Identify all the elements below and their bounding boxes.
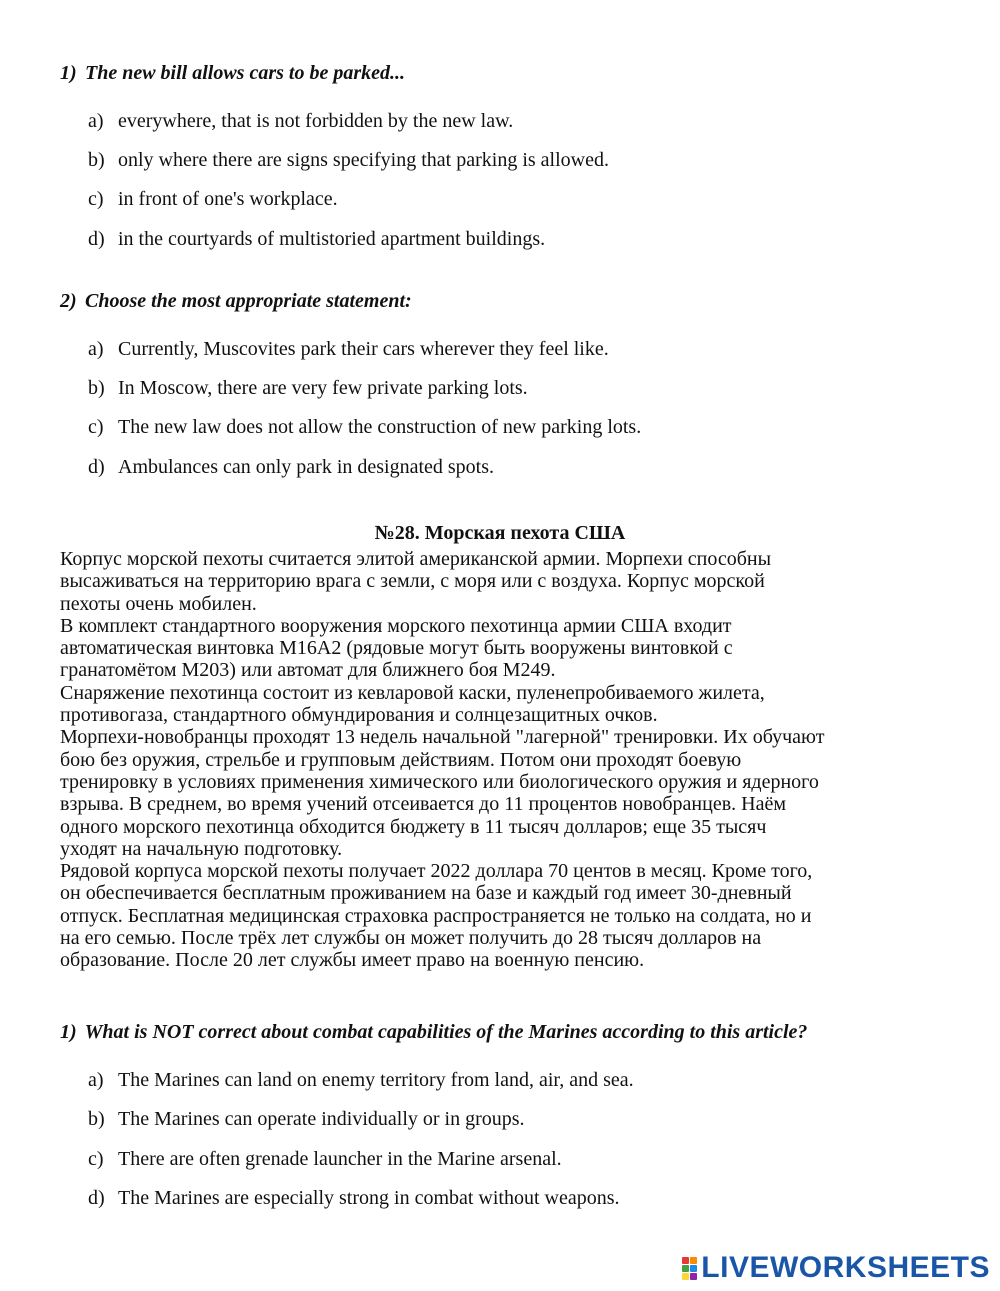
answer-option	[88, 110, 513, 133]
logo-text: LIVEWORKSHEETS	[701, 1251, 990, 1284]
option-text: everywhere, that is not forbidden by the new law.	[118, 110, 514, 132]
answer-option	[88, 377, 528, 400]
option-text: There are often grenade launcher in the Marine arsenal.	[118, 1148, 562, 1170]
option-text: In Moscow, there are very few private parking lots.	[118, 377, 528, 399]
option-letter: d)	[88, 228, 105, 250]
article-line: Рядовой корпуса морской пехоты получает 2022 доллара 70 центов в месяц. Кроме того,	[60, 860, 813, 883]
article-line: уходят на начальную подготовку.	[60, 837, 343, 860]
article-line: Снаряжение пехотинца состоит из кевларовой каски, пуленепробиваемого жилета,	[60, 681, 765, 704]
article-line: он обеспечивается бесплатным проживанием на базе и каждый год имеет 30-дневный	[60, 882, 792, 905]
article-line: бою без оружия, стрельбе и групповым действиям. Потом они проходят боевую	[60, 748, 742, 771]
liveworksheets-blocks-icon	[682, 1257, 697, 1280]
article-line: гранатомётом M203) или автомат для ближнего боя M249.	[60, 659, 556, 682]
option-text: Currently, Muscovites park their cars wherever they feel like.	[118, 338, 609, 360]
option-text: The Marines can land on enemy territory from land, air, and sea.	[118, 1069, 634, 1091]
option-letter: b)	[88, 377, 105, 399]
article-line: Морпехи-новобранцы проходят 13 недель начальной "лагерной" тренировки. Их обучают	[60, 726, 825, 749]
answer-option	[88, 188, 338, 211]
option-text: Ambulances can only park in designated spots.	[118, 456, 495, 478]
article-line: образование. После 20 лет службы имеет право на военную пенсию.	[60, 949, 645, 972]
option-text: The new law does not allow the construction of new parking lots.	[118, 416, 642, 438]
option-letter: d)	[88, 1187, 105, 1209]
article-line: одного морского пехотинца обходится бюджету в 11 тысяч долларов; еще 35 тысяч	[60, 815, 767, 838]
liveworksheets-logo	[682, 1253, 990, 1283]
option-letter: a)	[88, 1069, 104, 1091]
option-text: in front of one's workplace.	[118, 188, 338, 210]
answer-option	[88, 1148, 562, 1171]
answer-option	[88, 228, 545, 251]
question-text: Choose the most appropriate statement:	[85, 290, 412, 312]
article-line: взрыва. В среднем, во время учений отсеивается до 11 процентов новобранцев. Наём	[60, 793, 787, 816]
question-text: What is NOT correct about combat capabilities of the Marines according to this article?	[84, 1021, 808, 1043]
question-3-heading	[60, 1021, 807, 1044]
question-1-heading	[60, 62, 405, 85]
article-line: противогаза, стандартного обмундирования и солнцезащитных очков.	[60, 704, 658, 727]
answer-option	[88, 456, 494, 479]
article-line: отпуск. Бесплатная медицинская страховка распространяется не только на солдата, но и	[60, 904, 812, 927]
option-text: The Marines can operate individually or in groups.	[118, 1108, 525, 1130]
option-letter: c)	[88, 416, 104, 438]
option-letter: a)	[88, 110, 104, 132]
answer-option	[88, 416, 641, 439]
answer-option	[88, 1187, 620, 1210]
question-2-heading	[60, 290, 412, 313]
answer-option	[88, 1069, 634, 1092]
question-number: 1)	[60, 1021, 77, 1043]
article-line: на его семью. После трёх лет службы он может получить до 28 тысяч долларов на	[60, 927, 762, 950]
article-line: тренировку в условиях применения химического или биологического оружия и ядерного	[60, 770, 819, 793]
question-text: The new bill allows cars to be parked...	[85, 62, 405, 84]
answer-option	[88, 338, 609, 361]
option-letter: c)	[88, 1148, 104, 1170]
option-text: in the courtyards of multistoried apartment buildings.	[118, 228, 546, 250]
option-letter: b)	[88, 149, 105, 171]
question-number: 1)	[60, 62, 77, 84]
option-letter: d)	[88, 456, 105, 478]
option-letter: a)	[88, 338, 104, 360]
option-letter: c)	[88, 188, 104, 210]
article-line: В комплект стандартного вооружения морского пехотинца армии США входит	[60, 614, 732, 637]
answer-option	[88, 1108, 525, 1131]
article-line: автоматическая винтовка M16A2 (рядовые могут быть вооружены винтовкой с	[60, 637, 733, 660]
article-title: №28. Морская пехота США	[374, 522, 626, 544]
answer-option	[88, 149, 609, 172]
question-number: 2)	[60, 290, 77, 312]
article-line: Корпус морской пехоты считается элитой американской армии. Морпехи способны	[60, 548, 772, 570]
option-text: The Marines are especially strong in combat without weapons.	[118, 1187, 620, 1209]
article-line: пехоты очень мобилен.	[60, 592, 257, 615]
article-body	[60, 548, 960, 972]
option-letter: b)	[88, 1108, 105, 1130]
option-text: only where there are signs specifying that parking is allowed.	[118, 149, 609, 171]
article-line: высаживаться на территорию врага с земли, с моря или с воздуха. Корпус морской	[60, 570, 765, 593]
